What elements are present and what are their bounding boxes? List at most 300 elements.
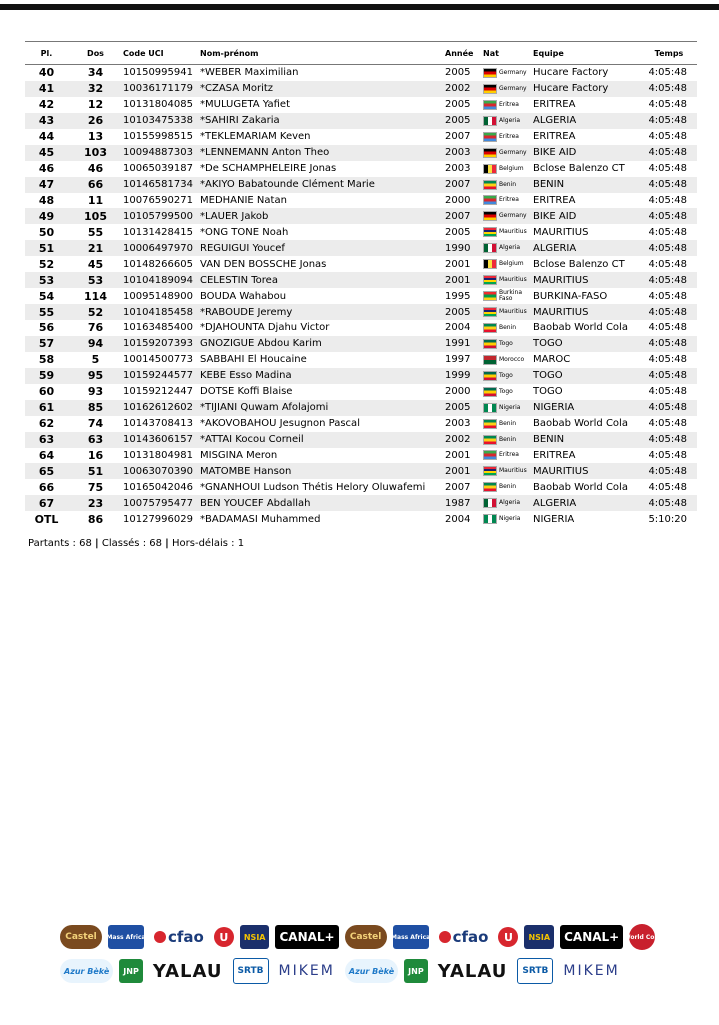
nat-label: Morocco [499, 355, 525, 363]
sponsor-logo-text: Mass Africa [391, 933, 431, 941]
sponsor-logo-text: Castel [349, 932, 382, 942]
nat-label: Benin [499, 419, 517, 427]
cell-year: 2004 [445, 322, 471, 334]
cell-year: 2007 [445, 179, 471, 191]
cell-time: 4:05:48 [648, 274, 687, 286]
sponsor-logo-text: JNP [408, 966, 424, 976]
sponsor-logo-text: YALAU [152, 960, 223, 982]
cell-dos: 23 [87, 496, 104, 510]
nat-label: Eritrea [499, 451, 519, 459]
sponsor-logo-text: NSIA [243, 932, 266, 942]
cell-uci: 10143708413 [123, 418, 193, 430]
flag-icon [483, 355, 497, 365]
cell-uci: 10065039187 [123, 163, 193, 175]
sponsor-logo-text: U [219, 930, 229, 944]
flag-icon [483, 450, 497, 460]
sponsor-logo [435, 925, 493, 949]
sponsor-logo [404, 959, 428, 983]
nat-label: Germany [499, 148, 527, 156]
cell-year: 2005 [445, 99, 471, 111]
cell-year: 2000 [445, 386, 471, 398]
cell-pl: OTL [34, 512, 59, 526]
cell-uci: 10104189094 [123, 274, 193, 286]
cell-time: 4:05:48 [648, 210, 687, 222]
cell-uci: 10150995941 [123, 67, 193, 79]
table-row [25, 336, 697, 352]
cell-dos: 85 [87, 401, 104, 415]
cell-dos: 63 [87, 433, 104, 447]
cell-name: GNOZIGUE Abdou Karim [200, 338, 322, 350]
header-time: Temps [641, 42, 697, 65]
table-row [25, 416, 697, 432]
sponsor-logo [275, 925, 338, 949]
table-row [25, 352, 697, 368]
cell-name: *LAUER Jakob [200, 210, 269, 222]
cell-year: 2007 [445, 131, 471, 143]
summary-separator: | [95, 538, 99, 549]
cell-time: 4:05:48 [648, 465, 687, 477]
cell-name: CELESTIN Torea [200, 274, 278, 286]
sponsor-logo-text: NSIA [528, 932, 551, 942]
cell-dos: 76 [87, 321, 104, 335]
cell-team: NIGERIA [533, 402, 575, 414]
cell-name: *LENNEMANN Anton Theo [200, 147, 330, 159]
table-row [25, 304, 697, 320]
flag-icon [483, 291, 497, 301]
cell-year: 2001 [445, 258, 471, 270]
cell-nat [483, 240, 533, 256]
cell-team: MAURITIUS [533, 306, 589, 318]
cell-team: TOGO [533, 386, 563, 398]
nat-label: Mauritius [499, 228, 527, 236]
cell-uci: 10159207393 [123, 338, 193, 350]
cell-uci: 10127996029 [123, 513, 193, 525]
nat-label: Germany [499, 84, 527, 92]
cell-dos: 74 [87, 417, 104, 431]
table-row [25, 288, 697, 304]
cell-team: TOGO [533, 370, 563, 382]
cell-year: 2003 [445, 418, 471, 430]
header-pl: Pl. [25, 42, 68, 65]
cell-dos: 32 [87, 82, 104, 96]
hd-value: 1 [237, 538, 245, 549]
cell-nat [483, 81, 533, 97]
cell-team: ERITREA [533, 99, 576, 111]
cell-pl: 46 [38, 162, 55, 176]
cell-year: 2003 [445, 163, 471, 175]
sponsor-logo-text: CANAL+ [564, 930, 620, 944]
cell-team: Baobab World Cola [533, 481, 628, 493]
cell-time: 4:05:48 [648, 338, 687, 350]
flag-icon [483, 84, 497, 94]
header-dos: Dos [68, 42, 123, 65]
cell-team: NIGERIA [533, 513, 575, 525]
flag-icon [483, 387, 497, 397]
cell-dos: 55 [87, 225, 104, 239]
cell-nat [483, 463, 533, 479]
sponsor-logo [108, 925, 144, 949]
cell-uci: 10131428415 [123, 226, 193, 238]
cell-dos: 66 [87, 178, 104, 192]
cell-name: VAN DEN BOSSCHE Jonas [200, 258, 327, 270]
table-row [25, 161, 697, 177]
cell-time: 4:05:48 [648, 258, 687, 270]
cell-year: 2005 [445, 402, 471, 414]
cell-uci: 10103475338 [123, 115, 193, 127]
cell-team: BENIN [533, 179, 565, 191]
cell-dos: 103 [84, 146, 107, 160]
sponsor-logo-text: Azur Bèkè [64, 966, 110, 976]
flag-icon [483, 371, 497, 381]
cell-nat [483, 224, 533, 240]
header-year: Année [445, 42, 483, 65]
sponsor-logo [434, 959, 512, 983]
table-row [25, 177, 697, 193]
sponsor-logo [240, 925, 270, 949]
nat-label: Togo [499, 339, 513, 347]
cell-dos: 46 [87, 162, 104, 176]
cell-team: TOGO [533, 338, 563, 350]
cell-team: Baobab World Cola [533, 418, 628, 430]
table-header [25, 42, 697, 65]
cell-year: 1995 [445, 290, 471, 302]
cell-nat [483, 352, 533, 368]
sponsor-logo-text: Azur Bèkè [348, 966, 395, 976]
cell-pl: 52 [38, 257, 55, 271]
sponsor-row-2 [60, 954, 670, 988]
cell-name: *TEKLEMARIAM Keven [200, 131, 311, 143]
cell-nat [483, 336, 533, 352]
table-row [25, 448, 697, 464]
cell-team: Bclose Balenzo CT [533, 163, 625, 175]
cell-pl: 56 [38, 321, 55, 335]
cell-pl: 61 [38, 401, 55, 415]
cell-name: BEN YOUCEF Abdallah [200, 497, 311, 509]
table-row [25, 113, 697, 129]
cell-team: ALGERIA [533, 115, 577, 127]
cell-name: *De SCHAMPHELEIRE Jonas [200, 163, 337, 175]
cell-year: 2005 [445, 115, 471, 127]
table-row [25, 129, 697, 145]
cell-dos: 75 [87, 480, 104, 494]
nat-label: Benin [499, 483, 517, 491]
sponsor-logo [275, 959, 339, 983]
table-row [25, 65, 697, 81]
sponsor-logo-text: YALAU [437, 960, 508, 982]
cell-nat [483, 479, 533, 495]
cell-uci: 10104185458 [123, 306, 193, 318]
cell-uci: 10006497970 [123, 242, 193, 254]
nat-label: Algeria [499, 244, 521, 252]
cell-nat [483, 129, 533, 145]
cell-uci: 10165042046 [123, 481, 193, 493]
cell-dos: 26 [87, 114, 104, 128]
header-name: Nom-prénom [200, 42, 445, 65]
cell-name: KEBE Esso Madina [200, 370, 292, 382]
cell-pl: 49 [38, 209, 55, 223]
cell-year: 2007 [445, 210, 471, 222]
cell-uci: 10014500773 [123, 354, 193, 366]
table-row [25, 384, 697, 400]
cell-pl: 55 [38, 305, 55, 319]
sponsor-logo [623, 924, 661, 950]
cell-uci: 10155998515 [123, 131, 193, 143]
cell-uci: 10159244577 [123, 370, 193, 382]
cell-team: Baobab World Cola [533, 322, 628, 334]
cell-time: 4:05:48 [648, 194, 687, 206]
sponsor-logo [60, 959, 113, 983]
flag-icon [483, 180, 497, 190]
sponsor-row-1 [60, 920, 670, 954]
cell-year: 2002 [445, 434, 471, 446]
cell-team: MAURITIUS [533, 465, 589, 477]
cell-nat [483, 256, 533, 272]
cell-nat [483, 65, 533, 81]
cell-pl: 42 [38, 98, 55, 112]
table-row [25, 193, 697, 209]
cell-time: 4:05:48 [648, 402, 687, 414]
nat-label: Algeria [499, 499, 521, 507]
cell-name: *TIJIANI Quwam Afolajomi [200, 402, 329, 414]
table-row [25, 463, 697, 479]
cell-nat [483, 161, 533, 177]
race-summary [28, 538, 244, 549]
cell-time: 4:05:48 [648, 354, 687, 366]
cell-team: BIKE AID [533, 210, 577, 222]
cell-name: MISGINA Meron [200, 449, 278, 461]
cell-time: 4:05:48 [648, 497, 687, 509]
hd-label: Hors-délais : [172, 538, 235, 549]
sponsor-logo [498, 927, 518, 947]
cell-pl: 40 [38, 66, 55, 80]
cell-pl: 50 [38, 225, 55, 239]
cell-name: *ATTAI Kocou Corneil [200, 434, 304, 446]
cell-dos: 53 [87, 273, 104, 287]
cell-name: *GNANHOUI Ludson Thétis Helory Oluwafemi [200, 481, 426, 493]
sponsor-logo [345, 959, 398, 983]
cell-nat [483, 288, 533, 304]
flag-icon [483, 100, 497, 110]
cell-pl: 53 [38, 273, 55, 287]
cell-year: 2005 [445, 226, 471, 238]
cell-nat [483, 320, 533, 336]
table-row [25, 368, 697, 384]
cell-dos: 5 [91, 353, 100, 367]
cell-uci: 10131804085 [123, 99, 193, 111]
cell-dos: 95 [87, 369, 104, 383]
cell-time: 4:05:48 [648, 242, 687, 254]
table-row [25, 432, 697, 448]
cell-name: *ONG TONE Noah [200, 226, 289, 238]
nat-label: Togo [499, 387, 513, 395]
cell-pl: 51 [38, 241, 55, 255]
sponsor-logo-text: World Cola [623, 933, 661, 941]
cell-name: *SAHIRI Zakaria [200, 115, 280, 127]
cell-time: 4:05:48 [648, 434, 687, 446]
cell-nat [483, 432, 533, 448]
nat-label: Togo [499, 371, 513, 379]
table-row [25, 97, 697, 113]
sponsor-logo-text: CANAL+ [279, 930, 335, 944]
cell-time: 4:05:48 [648, 386, 687, 398]
cell-time: 4:05:48 [648, 99, 687, 111]
table-row [25, 320, 697, 336]
cell-team: Bclose Balenzo CT [533, 258, 625, 270]
cell-pl: 54 [38, 289, 55, 303]
cell-team: ALGERIA [533, 497, 577, 509]
sponsor-logo [345, 925, 387, 949]
nat-label: Burkina Faso [499, 289, 523, 303]
cell-pl: 58 [38, 353, 55, 367]
sponsor-logo-text: MIKEM [278, 963, 335, 979]
cell-uci: 10163485400 [123, 322, 193, 334]
cell-name: *DJAHOUNTA Djahu Victor [200, 322, 330, 334]
table-row [25, 145, 697, 161]
cell-dos: 16 [87, 448, 104, 462]
cell-pl: 57 [38, 337, 55, 351]
header-uci: Code UCI [123, 42, 200, 65]
flag-icon [483, 323, 497, 333]
cell-year: 2007 [445, 481, 471, 493]
sponsor-logo [214, 927, 234, 947]
cell-name: DOTSE Koffi Blaise [200, 386, 293, 398]
cell-nat [483, 400, 533, 416]
cell-team: BURKINA-FASO [533, 290, 608, 302]
flag-icon [483, 211, 497, 221]
nat-label: Benin [499, 180, 517, 188]
cell-name: *AKIYO Babatounde Clément Marie [200, 179, 375, 191]
cell-pl: 66 [38, 480, 55, 494]
sponsor-logo-text: cfao [452, 928, 489, 946]
cell-pl: 59 [38, 369, 55, 383]
nat-label: Nigeria [499, 403, 521, 411]
flag-icon [483, 419, 497, 429]
cell-dos: 105 [84, 209, 107, 223]
cell-uci: 10094887303 [123, 147, 193, 159]
cell-year: 2005 [445, 306, 471, 318]
cell-dos: 11 [87, 193, 104, 207]
cell-nat [483, 208, 533, 224]
top-rule [0, 4, 719, 10]
cell-team: ERITREA [533, 194, 576, 206]
cell-year: 2000 [445, 194, 471, 206]
cell-dos: 114 [84, 289, 107, 303]
partants-label: Partants : [28, 538, 76, 549]
cell-time: 4:05:48 [648, 67, 687, 79]
sponsor-logo [150, 925, 208, 949]
cell-time: 4:05:48 [648, 322, 687, 334]
cell-pl: 65 [38, 464, 55, 478]
flag-icon [483, 148, 497, 158]
cell-year: 1987 [445, 497, 471, 509]
sponsor-logo-text: Castel [65, 932, 97, 942]
cell-dos: 21 [87, 241, 104, 255]
flag-icon [483, 403, 497, 413]
cell-nat [483, 495, 533, 511]
flag-icon [483, 482, 497, 492]
cell-time: 4:05:48 [648, 370, 687, 382]
sponsor-logo-text: cfao [168, 928, 204, 946]
cell-team: ERITREA [533, 131, 576, 143]
cell-team: MAURITIUS [533, 274, 589, 286]
cell-pl: 48 [38, 193, 55, 207]
cell-name: *BADAMASI Muhammed [200, 513, 321, 525]
cell-year: 2001 [445, 274, 471, 286]
cell-pl: 67 [38, 496, 55, 510]
cell-time: 4:05:48 [648, 147, 687, 159]
sponsor-logo [560, 925, 623, 949]
cell-time: 4:05:48 [648, 481, 687, 493]
summary-separator: | [165, 538, 169, 549]
table-row [25, 400, 697, 416]
cell-dos: 86 [87, 512, 104, 526]
flag-icon [483, 466, 497, 476]
cell-pl: 62 [38, 417, 55, 431]
sponsor-logo [393, 925, 429, 949]
cell-name: MEDHANIE Natan [200, 194, 287, 206]
cfao-dot-icon [154, 931, 166, 943]
results-table-wrap [25, 41, 697, 527]
cell-year: 2005 [445, 67, 471, 79]
sponsor-logo [233, 958, 269, 984]
cell-nat [483, 145, 533, 161]
flag-icon [483, 243, 497, 253]
nat-label: Belgium [499, 164, 524, 172]
cell-time: 4:05:48 [648, 306, 687, 318]
cell-year: 2001 [445, 449, 471, 461]
flag-icon [483, 307, 497, 317]
cell-pl: 45 [38, 146, 55, 160]
cell-team: MAURITIUS [533, 226, 589, 238]
cell-nat [483, 304, 533, 320]
cell-time: 4:05:48 [648, 449, 687, 461]
cell-uci: 10036171179 [123, 83, 193, 95]
table-row [25, 240, 697, 256]
cell-uci: 10143606157 [123, 434, 193, 446]
cell-year: 2004 [445, 513, 471, 525]
cell-uci: 10095148900 [123, 290, 193, 302]
cell-uci: 10105799500 [123, 210, 193, 222]
cell-team: ALGERIA [533, 242, 577, 254]
sponsor-logo [119, 959, 143, 983]
sponsor-logo [559, 959, 623, 983]
cell-time: 4:05:48 [648, 131, 687, 143]
cell-time: 4:05:48 [648, 163, 687, 175]
results-table [25, 41, 697, 527]
cell-nat [483, 97, 533, 113]
flag-icon [483, 68, 497, 78]
nat-label: Mauritius [499, 276, 527, 284]
cell-nat [483, 193, 533, 209]
sponsor-logo [524, 925, 554, 949]
table-row [25, 224, 697, 240]
cell-time: 4:05:48 [648, 83, 687, 95]
nat-label: Germany [499, 212, 527, 220]
table-row [25, 511, 697, 527]
sponsor-logo-text: JNP [123, 966, 139, 976]
nat-label: Mauritius [499, 467, 527, 475]
flag-icon [483, 339, 497, 349]
flag-icon [483, 132, 497, 142]
header-team: Equipe [533, 42, 641, 65]
cell-time: 5:10:20 [648, 513, 687, 525]
sponsor-banner [60, 920, 670, 990]
header-nat: Nat [483, 42, 533, 65]
table-row [25, 256, 697, 272]
nat-label: Algeria [499, 116, 521, 124]
cell-uci: 10148266605 [123, 258, 193, 270]
cell-nat [483, 177, 533, 193]
